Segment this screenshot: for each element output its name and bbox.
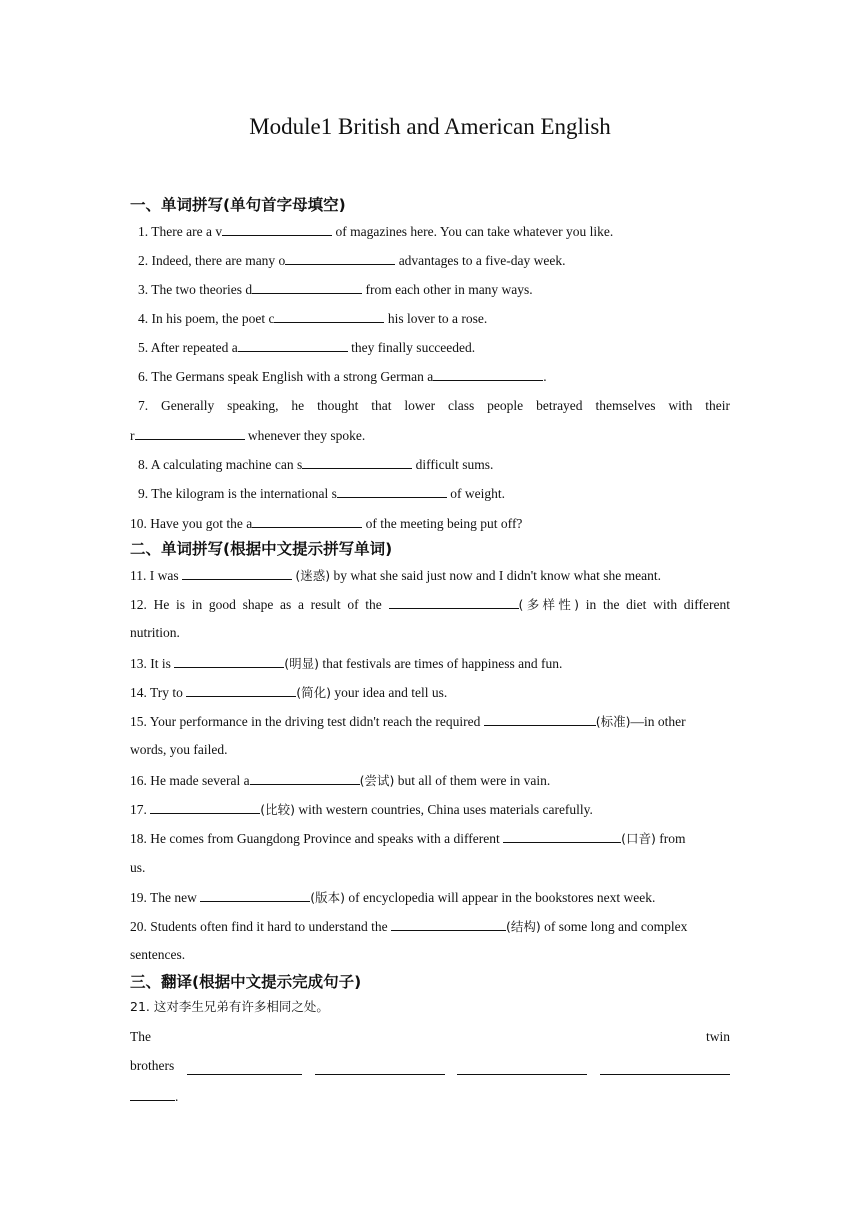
- answer-blank[interactable]: [222, 222, 332, 236]
- question-21-line-2: [130, 1057, 730, 1075]
- chinese-hint: (尝试): [359, 773, 395, 788]
- answer-blank[interactable]: [200, 888, 310, 902]
- answer-blank[interactable]: [302, 455, 412, 469]
- question-text: 3. The two theories d: [138, 282, 253, 297]
- answer-blank[interactable]: [337, 484, 447, 498]
- question-21-prompt: [130, 998, 730, 1016]
- question-text: 1. There are a v: [138, 224, 223, 239]
- answer-blank[interactable]: [187, 1061, 302, 1075]
- question-5: [130, 338, 730, 357]
- answer-blank[interactable]: [250, 771, 360, 785]
- question-text: 6. The Germans speak English with a strong German a: [138, 369, 434, 384]
- question-text: your idea and tell us.: [331, 685, 448, 700]
- question-15-line-1: [130, 712, 730, 731]
- question-text: 19. The new: [130, 890, 201, 905]
- question-text: r: [130, 428, 135, 443]
- question-10: [130, 514, 730, 533]
- question-19: [130, 888, 730, 907]
- chinese-hint: (结构): [505, 919, 541, 934]
- answer-blank[interactable]: [135, 426, 245, 440]
- answer-blank[interactable]: [600, 1061, 730, 1075]
- answer-blank[interactable]: [503, 829, 621, 843]
- answer-blank[interactable]: [150, 800, 260, 814]
- question-text: from each other in many ways.: [362, 282, 533, 297]
- question-text: of magazines here. You can take whatever you like.: [332, 224, 614, 239]
- question-12-line-2: nutrition.: [130, 625, 180, 640]
- question-text: his lover to a rose.: [384, 311, 488, 326]
- question-text: advantages to a five-day week.: [395, 253, 566, 268]
- question-text: difficult sums.: [412, 457, 494, 472]
- chinese-hint: (明显): [284, 656, 320, 671]
- answer-blank[interactable]: [274, 309, 384, 323]
- answer-blank[interactable]: [186, 683, 296, 697]
- question-text: whenever they spoke.: [244, 428, 366, 443]
- question-text: The: [130, 1029, 151, 1044]
- question-text: in the diet with different: [585, 597, 731, 612]
- question-text: that festivals are times of happiness and fun.: [319, 656, 563, 671]
- chinese-hint: (比较): [260, 802, 296, 817]
- question-18-line-2: us.: [130, 860, 146, 875]
- question-17: [130, 800, 730, 819]
- answer-blank[interactable]: [391, 917, 506, 931]
- question-20-line-1: [130, 917, 730, 936]
- page-title: Module1 British and American English: [249, 114, 611, 139]
- question-18-line-1: [130, 829, 730, 848]
- question-text: 2. Indeed, there are many o: [138, 253, 286, 268]
- chinese-prompt: 21. 这对李生兄弟有许多相同之处。: [130, 999, 329, 1014]
- answer-blank[interactable]: [182, 566, 292, 580]
- question-text: 11. I was: [130, 568, 182, 583]
- question-2: [130, 251, 730, 270]
- question-21-line-1: [130, 1028, 730, 1046]
- answer-blank[interactable]: [315, 1061, 445, 1075]
- question-8: [130, 455, 730, 474]
- answer-blank[interactable]: [130, 1087, 175, 1101]
- chinese-hint: (版本): [310, 890, 346, 905]
- answer-blank[interactable]: [252, 514, 362, 528]
- answer-blank[interactable]: [285, 251, 395, 265]
- question-text: 16. He made several a: [130, 773, 250, 788]
- question-text: 4. In his poem, the poet c: [138, 311, 275, 326]
- question-21-line-3: [130, 1087, 730, 1106]
- question-9: [130, 484, 730, 503]
- chinese-hint: (标准): [595, 714, 631, 729]
- section-heading-2: 二、单词拼写(根据中文提示拼写单词): [130, 540, 393, 558]
- question-text: of some long and complex: [540, 919, 688, 934]
- question-text: 20. Students often find it hard to understand the: [130, 919, 391, 934]
- question-3: [130, 280, 730, 299]
- question-15-line-2: words, you failed.: [130, 742, 228, 757]
- answer-blank[interactable]: [484, 712, 596, 726]
- question-text: with western countries, China uses materials carefully.: [295, 802, 593, 817]
- question-text: 12. He is in good shape as a result of the: [130, 597, 389, 612]
- question-text: .: [175, 1089, 179, 1104]
- answer-blank[interactable]: [433, 367, 543, 381]
- question-text: —in other: [630, 714, 686, 729]
- question-text: 14. Try to: [130, 685, 187, 700]
- question-text: of weight.: [446, 486, 505, 501]
- question-7-line-2: [130, 426, 730, 445]
- question-text: but all of them were in vain.: [394, 773, 551, 788]
- section-heading-3: 三、翻译(根据中文提示完成句子): [130, 973, 362, 991]
- question-13: [130, 654, 730, 673]
- question-text: 18. He comes from Guangdong Province and speaks with a different: [130, 831, 504, 846]
- question-text: 9. The kilogram is the international s: [138, 486, 337, 501]
- question-text: twin: [705, 1029, 730, 1044]
- question-text: by what she said just now and I didn't know what she meant.: [330, 568, 662, 583]
- question-text: 10. Have you got the a: [130, 516, 253, 531]
- chinese-hint: (口音): [621, 831, 656, 846]
- question-4: [130, 309, 730, 328]
- question-text: they finally succeeded.: [347, 340, 476, 355]
- question-text: 13. It is: [130, 656, 175, 671]
- answer-blank[interactable]: [457, 1061, 587, 1075]
- question-12-line-1: [130, 595, 730, 614]
- answer-blank[interactable]: [238, 338, 348, 352]
- question-11: [130, 566, 730, 585]
- chinese-hint: (迷惑): [295, 568, 331, 583]
- question-6: [130, 367, 730, 386]
- question-7-line-1: 7. Generally speaking, he thought that lower class people betrayed themselves with their: [138, 398, 730, 413]
- question-text: 17.: [130, 802, 151, 817]
- question-text: from: [655, 831, 686, 846]
- question-text: of the meeting being put off?: [362, 516, 523, 531]
- question-text: brothers: [130, 1058, 175, 1073]
- question-text: .: [543, 369, 547, 384]
- chinese-hint: (简化): [296, 685, 332, 700]
- section-heading-1: 一、单词拼写(单句首字母填空): [130, 196, 346, 214]
- question-text: 15. Your performance in the driving test didn't reach the required: [130, 714, 484, 729]
- question-1: [130, 222, 730, 241]
- question-text: 5. After repeated a: [138, 340, 238, 355]
- answer-blank[interactable]: [389, 595, 519, 609]
- question-14: [130, 683, 730, 702]
- question-text: 8. A calculating machine can s: [138, 457, 303, 472]
- question-text: of encyclopedia will appear in the bookstores next week.: [345, 890, 656, 905]
- chinese-hint: (多样性): [518, 597, 580, 612]
- answer-blank[interactable]: [174, 654, 284, 668]
- answer-blank[interactable]: [252, 280, 362, 294]
- question-20-line-2: sentences.: [130, 947, 186, 962]
- question-16: [130, 771, 730, 790]
